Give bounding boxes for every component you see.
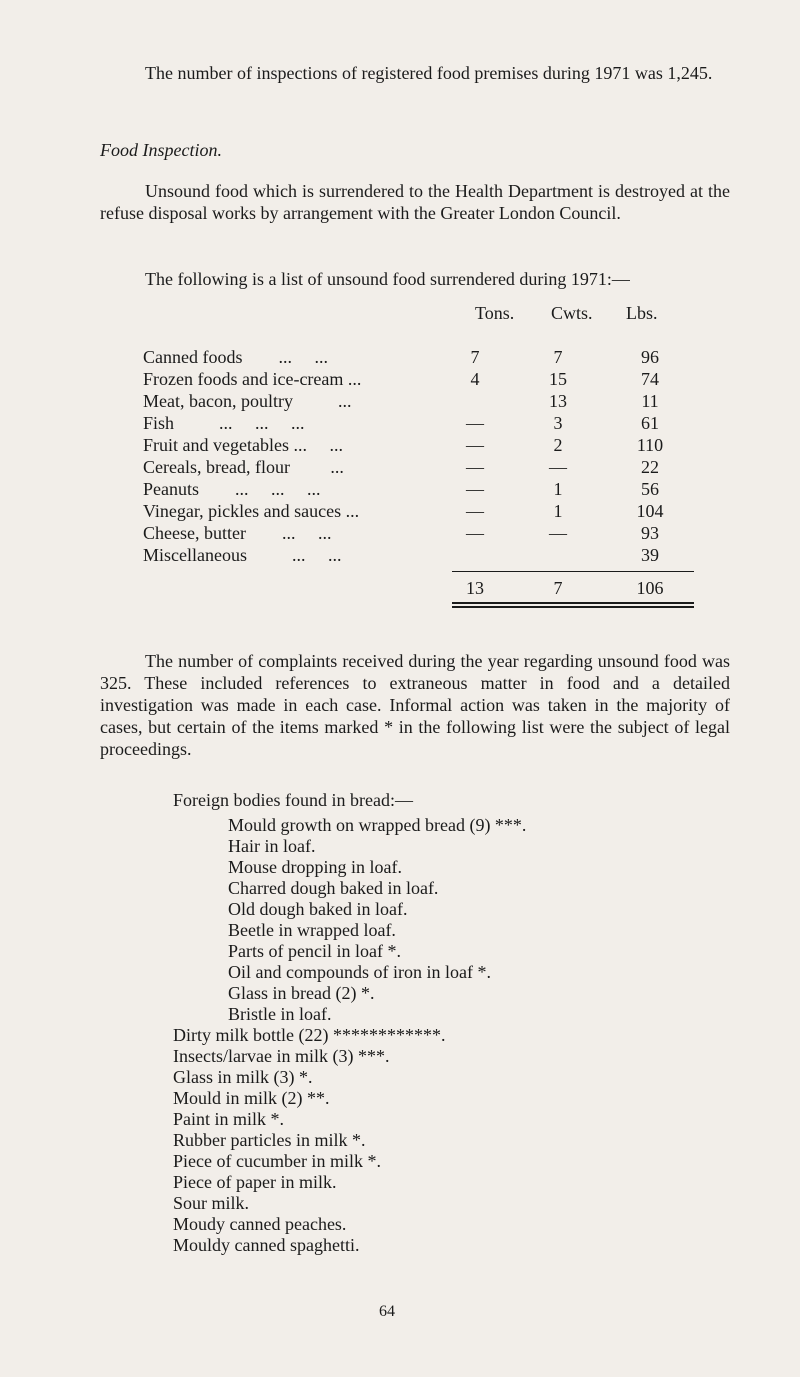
list-item: Bristle in loaf. [228, 1004, 332, 1024]
cell-lbs: 22 [641, 457, 659, 477]
table-row [0, 347, 800, 367]
table-row [0, 369, 800, 389]
list-item: Mouse dropping in loaf. [228, 857, 402, 877]
total-cwts: 7 [553, 578, 563, 598]
cell-lbs: 96 [641, 347, 659, 367]
cell-tons: — [466, 479, 484, 499]
list-item: Parts of pencil in loaf *. [228, 941, 401, 961]
list-item: Rubber particles in milk *. [173, 1130, 366, 1150]
total-double-rule-upper [452, 602, 694, 604]
table-row [0, 457, 800, 477]
table-row [0, 545, 800, 565]
list-item: Beetle in wrapped loaf. [228, 920, 396, 940]
list-item: Dirty milk bottle (22) ************. [173, 1025, 446, 1045]
cell-tons: — [466, 457, 484, 477]
list-item: Mouldy canned spaghetti. [173, 1235, 360, 1255]
list-item: Sour milk. [173, 1193, 250, 1213]
cell-tons: — [466, 413, 484, 433]
column-header-tons: Tons. [475, 303, 515, 323]
total-double-rule-lower [452, 606, 694, 608]
table-row [0, 413, 800, 433]
cell-lbs: 110 [636, 435, 664, 455]
list-item: Charred dough baked in loaf. [228, 878, 439, 898]
table-row [0, 435, 800, 455]
cell-cwts: 1 [553, 479, 563, 499]
list-item: Glass in bread (2) *. [228, 983, 375, 1003]
paragraph-complaints: The number of complaints received during the year regarding unsound food was 325. These included references to extraneous matter in food and a detailed investigation was made in each case. Informal action was taken in the majority of cases, but certain of the items marked * in the following list were the subject of legal proceedings. [100, 651, 730, 759]
cell-cwts: 7 [553, 347, 563, 367]
list-item: Old dough baked in loaf. [228, 899, 408, 919]
cell-lbs: 56 [641, 479, 659, 499]
paragraph-list-intro: The following is a list of unsound food surrendered during 1971:— [145, 269, 630, 289]
row-label: Cereals, bread, flour ... [143, 457, 344, 477]
list-item: Piece of cucumber in milk *. [173, 1151, 381, 1171]
cell-lbs: 93 [641, 523, 659, 543]
table-row [0, 523, 800, 543]
cell-cwts: — [549, 457, 567, 477]
cell-tons: — [466, 435, 484, 455]
cell-cwts: 3 [553, 413, 563, 433]
cell-cwts: 1 [553, 501, 563, 521]
table-total-row [0, 578, 800, 598]
table-row [0, 391, 800, 411]
column-header-cwts: Cwts. [551, 303, 593, 323]
row-label: Meat, bacon, poultry ... [143, 391, 352, 411]
cell-tons: — [466, 501, 484, 521]
cell-lbs: 104 [636, 501, 664, 521]
foreign-bodies-intro: Foreign bodies found in bread:— [173, 790, 413, 810]
table-row [0, 501, 800, 521]
column-header-lbs: Lbs. [626, 303, 658, 323]
list-item: Hair in loaf. [228, 836, 316, 856]
list-item: Moudy canned peaches. [173, 1214, 347, 1234]
row-label: Canned foods ... ... [143, 347, 328, 367]
cell-cwts: 13 [549, 391, 567, 411]
paragraph-unsound-food-disposal: Unsound food which is surrendered to the Health Department is destroyed at the refuse disposal works by arrangement with the Greater London Council. [100, 181, 730, 223]
list-item: Glass in milk (3) *. [173, 1067, 313, 1087]
section-heading-food-inspection: Food Inspection. [100, 140, 222, 160]
cell-cwts: — [549, 523, 567, 543]
row-label: Fruit and vegetables ... ... [143, 435, 343, 455]
list-item: Mould growth on wrapped bread (9) ***. [228, 815, 527, 835]
row-label: Cheese, butter ... ... [143, 523, 332, 543]
cell-lbs: 61 [641, 413, 659, 433]
total-tons: 13 [466, 578, 484, 598]
cell-tons: 7 [470, 347, 480, 367]
total-top-rule [452, 571, 694, 572]
cell-tons: 4 [470, 369, 480, 389]
table-row [0, 479, 800, 499]
list-item: Piece of paper in milk. [173, 1172, 337, 1192]
total-lbs: 106 [636, 578, 664, 598]
paragraph-inspections: The number of inspections of registered food premises during 1971 was 1,245. [145, 63, 713, 83]
cell-tons: — [466, 523, 484, 543]
cell-cwts: 15 [549, 369, 567, 389]
cell-lbs: 39 [641, 545, 659, 565]
list-item: Mould in milk (2) **. [173, 1088, 330, 1108]
row-label: Frozen foods and ice-cream ... [143, 369, 362, 389]
page-number: 64 [379, 1303, 395, 1320]
row-label: Miscellaneous ... ... [143, 545, 342, 565]
table-header [0, 303, 800, 323]
list-item: Oil and compounds of iron in loaf *. [228, 962, 491, 982]
row-label: Fish ... ... ... [143, 413, 305, 433]
cell-lbs: 74 [641, 369, 659, 389]
row-label: Vinegar, pickles and sauces ... [143, 501, 360, 521]
cell-lbs: 11 [641, 391, 659, 411]
cell-cwts: 2 [553, 435, 563, 455]
list-item: Insects/larvae in milk (3) ***. [173, 1046, 390, 1066]
list-item: Paint in milk *. [173, 1109, 285, 1129]
row-label: Peanuts ... ... ... [143, 479, 321, 499]
